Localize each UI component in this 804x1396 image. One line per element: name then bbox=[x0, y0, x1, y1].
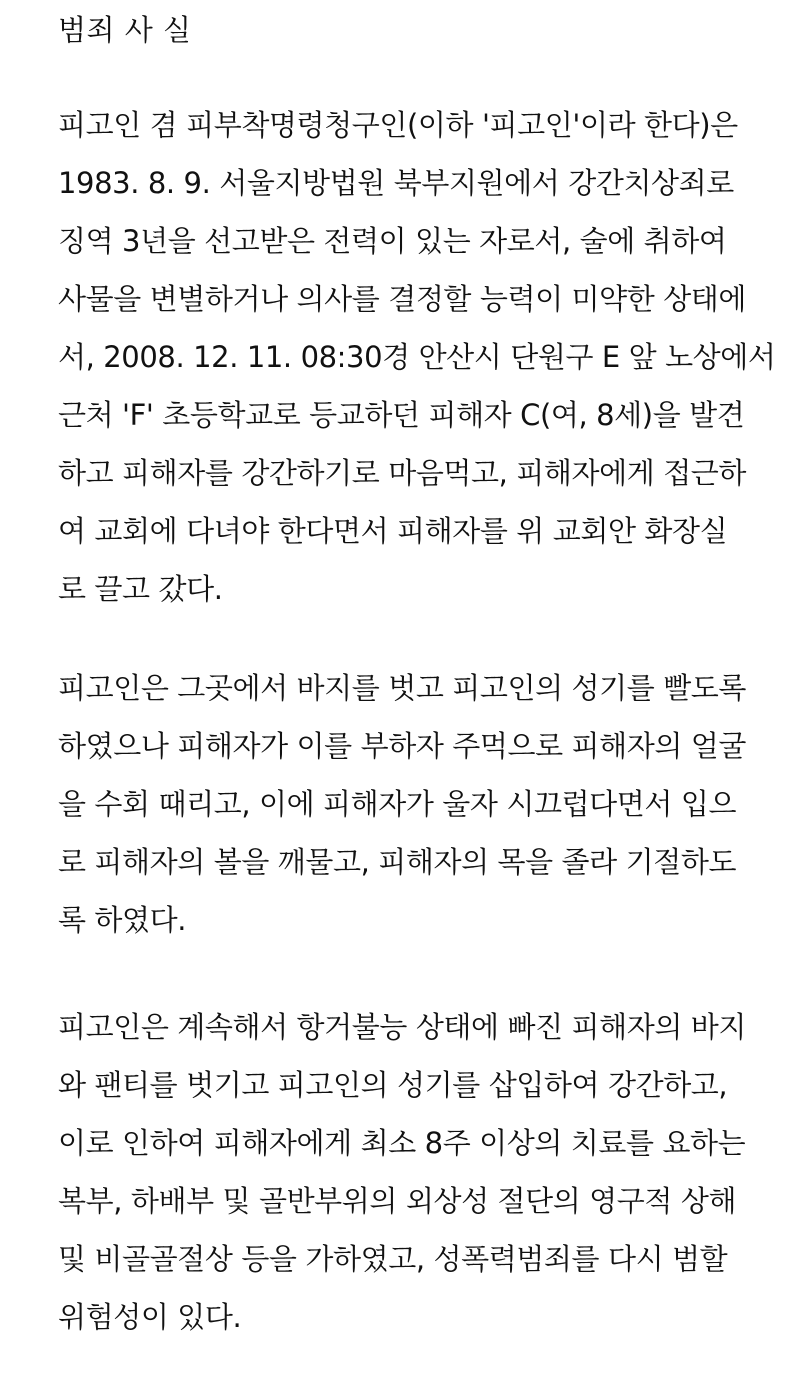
text-line: 하고 피해자를 강간하기로 마음먹고, 피해자에게 접근하 bbox=[58, 456, 747, 490]
document-heading: 범죄 사 실 bbox=[58, 13, 192, 47]
text-line: 와 팬티를 벗기고 피고인의 성기를 삽입하여 강간하고, bbox=[58, 1068, 728, 1102]
text-line: 록 하였다. bbox=[58, 903, 187, 937]
text-line: 근처 'F' 초등학교로 등교하던 피해자 C(여, 8세)을 발견 bbox=[58, 398, 745, 432]
text-line: 위험성이 있다. bbox=[58, 1300, 242, 1334]
paragraph-3 bbox=[58, 998, 778, 1346]
text-line: 로 피해자의 볼을 깨물고, 피해자의 목을 졸라 기절하도 bbox=[58, 845, 737, 879]
text-line: 을 수회 때리고, 이에 피해자가 울자 시끄럽다면서 입으 bbox=[58, 787, 737, 821]
text-line: 피고인 겸 피부착명령청구인(이하 '피고인'이라 한다)은 bbox=[58, 108, 738, 142]
text-line: 및 비골골절상 등을 가하였고, 성폭력범죄를 다시 범할 bbox=[58, 1242, 728, 1276]
text-line: 1983. 8. 9. 서울지방법원 북부지원에서 강간치상죄로 bbox=[58, 166, 734, 200]
text-line: 피고인은 그곳에서 바지를 벗고 피고인의 성기를 빨도록 bbox=[58, 671, 747, 705]
text-line: 여 교회에 다녀야 한다면서 피해자를 위 교회안 화장실 bbox=[58, 514, 728, 548]
text-line: 복부, 하배부 및 골반부위의 외상성 절단의 영구적 상해 bbox=[58, 1184, 737, 1218]
paragraph-1 bbox=[58, 96, 778, 618]
text-line: 이로 인하여 피해자에게 최소 8주 이상의 치료를 요하는 bbox=[58, 1126, 746, 1160]
text-line: 피고인은 계속해서 항거불능 상태에 빠진 피해자의 바지 bbox=[58, 1010, 747, 1044]
text-line: 로 끌고 갔다. bbox=[58, 572, 223, 606]
text-line: 서, 2008. 12. 11. 08:30경 안산시 단원구 E 앞 노상에서 bbox=[58, 340, 776, 374]
text-line: 하였으나 피해자가 이를 부하자 주먹으로 피해자의 얼굴 bbox=[58, 729, 747, 763]
text-line: 사물을 변별하거나 의사를 결정할 능력이 미약한 상태에 bbox=[58, 282, 747, 316]
text-line: 징역 3년을 선고받은 전력이 있는 자로서, 술에 취하여 bbox=[58, 224, 727, 258]
paragraph-2 bbox=[58, 659, 778, 949]
